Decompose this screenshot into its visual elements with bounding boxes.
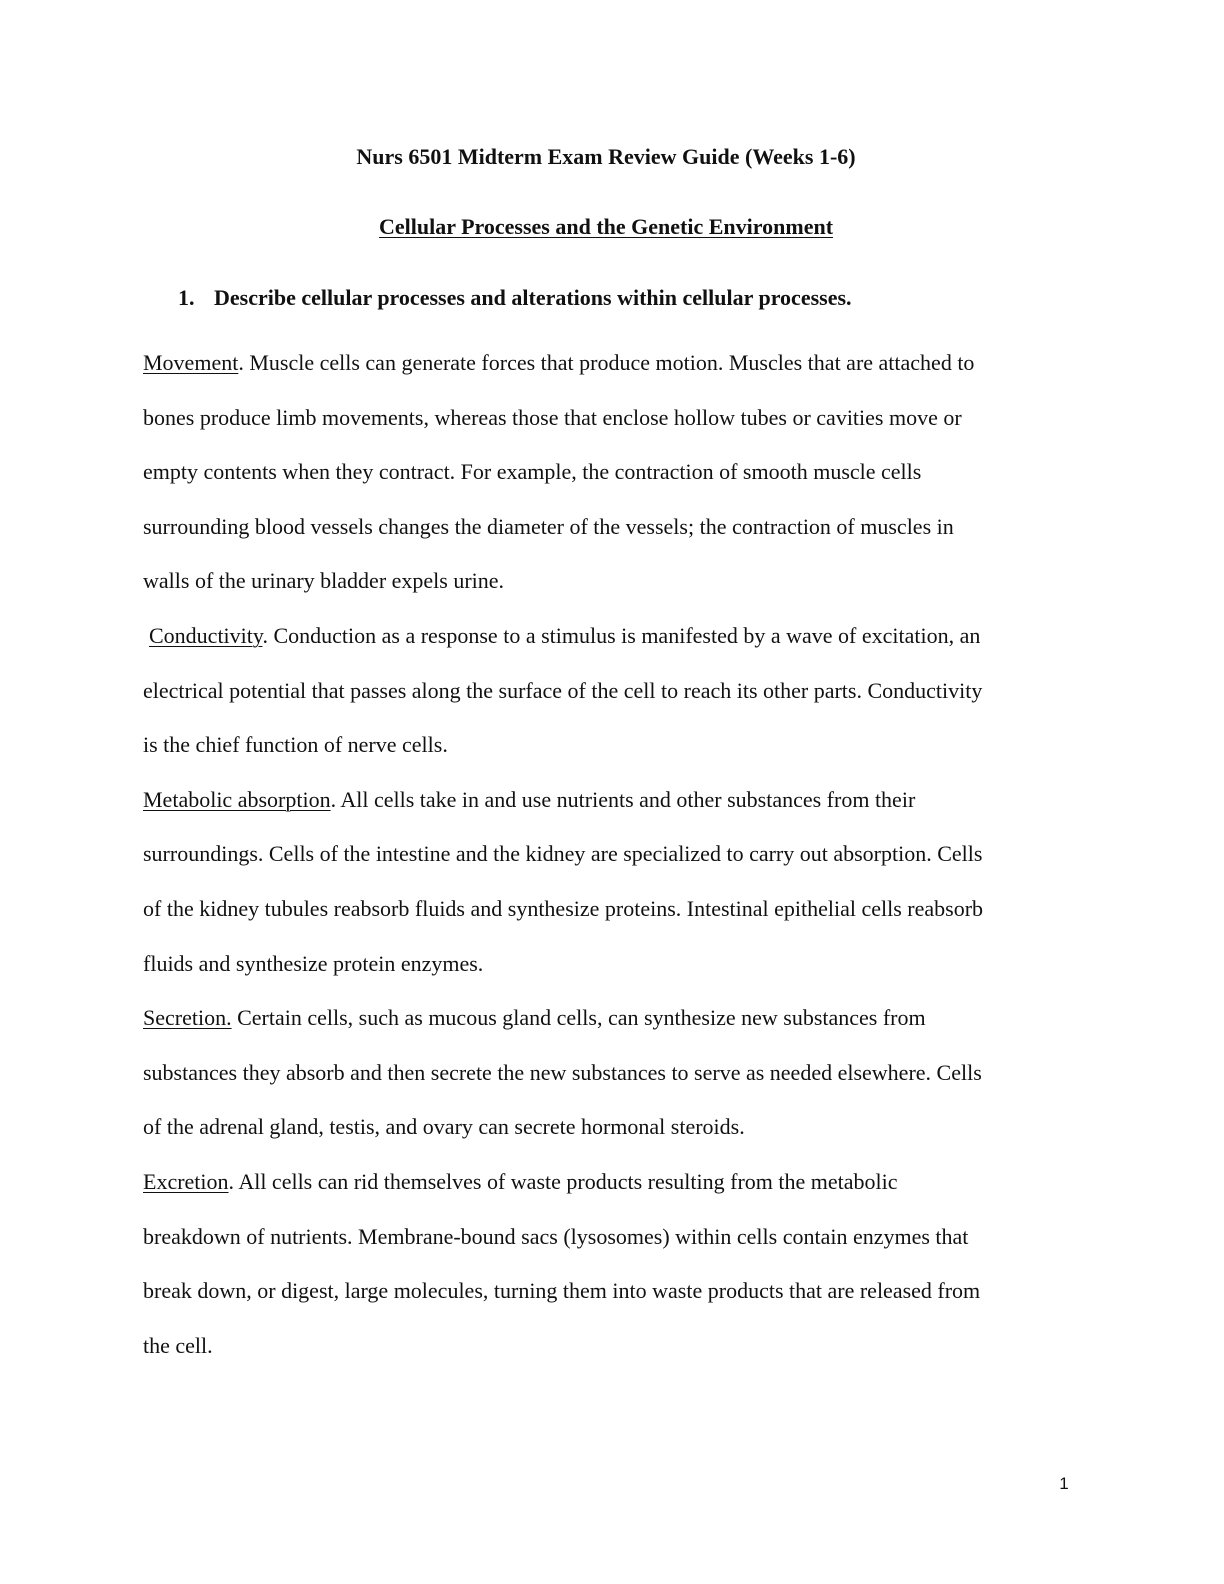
paragraph-line: breakdown of nutrients. Membrane-bound sacs (lysosomes) within cells contain enzymes that [143,1223,969,1249]
term-metabolic-absorption: Metabolic absorption [143,786,331,812]
line-text: . All cells take in and use nutrients and other substances from their [330,786,916,812]
page-number: 1 [1059,1474,1069,1493]
paragraph-conductivity [143,609,1053,773]
paragraph-line [143,991,1053,1046]
paragraph-line: walls of the urinary bladder expels urine. [143,568,505,594]
paragraph-line: surrounding blood vessels changes the diameter of the vessels; the contraction of muscles in [143,513,954,539]
document-body [143,336,1053,1373]
paragraph-excretion [143,1155,1053,1373]
question-1 [178,282,852,314]
term-secretion: Secretion. [143,1005,232,1031]
paragraph-metabolic-absorption [143,773,1053,991]
term-movement: Movement [143,350,239,375]
line-text: . All cells can rid themselves of waste products resulting from the metabolic [228,1168,898,1194]
section-heading: Cellular Processes and the Genetic Environment [378,214,834,239]
paragraph-line: is the chief function of nerve cells. [143,732,448,758]
line-text: . Conduction as a response to a stimulus is manifested by a wave of excitation, an [262,622,981,648]
paragraph-line: of the kidney tubules reabsorb fluids and synthesize proteins. Intestinal epithelial cells reabsorb [143,895,984,921]
line-text: Certain cells, such as mucous gland cells, can synthesize new substances from [231,1005,926,1031]
paragraph-secretion [143,991,1053,1155]
term-excretion: Excretion [143,1168,229,1194]
question-number: 1. [178,285,195,310]
document-title: Nurs 6501 Midterm Exam Review Guide (Weeks 1-6) [356,144,856,169]
term-conductivity: Conductivity [149,622,263,648]
paragraph-line [143,773,1053,828]
paragraph-line: substances they absorb and then secrete the new substances to serve as needed elsewhere. Cells [143,1059,982,1085]
paragraph-line: surroundings. Cells of the intestine and the kidney are specialized to carry out absorption. Cells [143,841,983,867]
paragraph-line: bones produce limb movements, whereas those that enclose hollow tubes or cavities move or [143,404,962,430]
paragraph-line: break down, or digest, large molecules, turning them into waste products that are released from [143,1278,981,1304]
paragraph-line: of the adrenal gland, testis, and ovary can secrete hormonal steroids. [143,1114,745,1140]
paragraph-line [143,1155,1053,1210]
paragraph-line: fluids and synthesize protein enzymes. [143,950,484,976]
paragraph-line: electrical potential that passes along the surface of the cell to reach its other parts. Conductivity [143,677,983,703]
paragraph-line [143,609,1053,664]
paragraph-line: the cell. [143,1332,213,1358]
paragraph-line: empty contents when they contract. For example, the contraction of smooth muscle cells [143,459,922,485]
line-text: . Muscle cells can generate forces that produce motion. Muscles that are attached to [238,350,975,375]
paragraph-movement [143,336,1053,609]
question-text: Describe cellular processes and alterations within cellular processes. [214,285,852,310]
paragraph-line [143,336,1053,391]
